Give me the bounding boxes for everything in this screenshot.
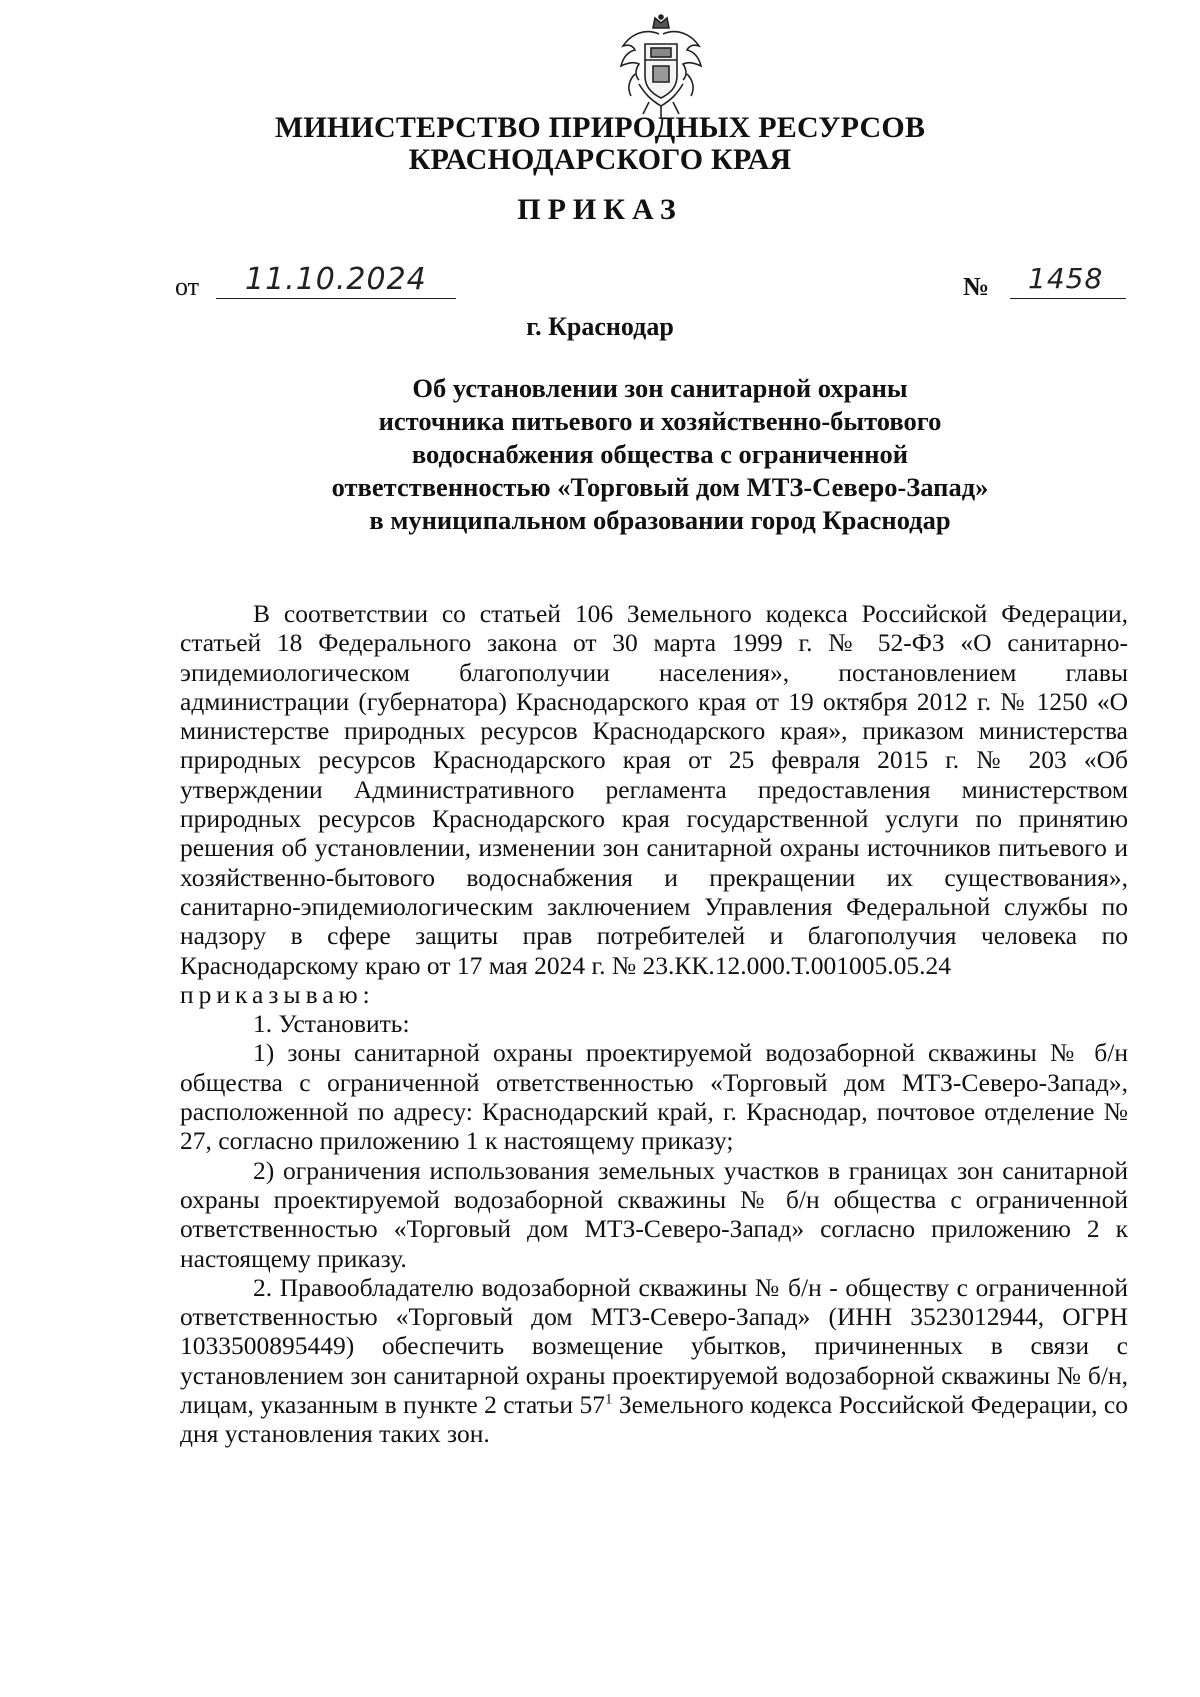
order-subject	[300, 372, 1020, 537]
ministry-name-line1: МИНИСТЕРСТВО ПРИРОДНЫХ РЕСУРСОВ	[274, 111, 926, 144]
item1-subitem2: 2) ограничения использования земельных участков в границах зон санитарной охраны проектируемой водозаборной скважины № б/н общества с ограниченной ответственностью «Торговый дом МТЗ-Северо-Запад» согласно приложению 2 к настоящему приказу.	[180, 1155, 1128, 1273]
date-underline	[216, 298, 456, 299]
order-word-paragraph	[180, 980, 1128, 1009]
subject-line1: Об установлении зон санитарной охраны	[412, 373, 908, 403]
subject-line2: источника питьевого и хозяйственно-бытового	[378, 406, 942, 436]
item1-subitem1: 1) зоны санитарной охраны проектируемой водозаборной скважины № б/н общества с ограниченной ответственностью «Торговый дом МТЗ-Северо-Запад», расположенной по адресу: Краснодарский край, г. Краснодар, почтовое отделение № 27, согласно приложению 1 к настоящему приказу;	[180, 1038, 1128, 1156]
subject-line4: ответственностью «Торговый дом МТЗ-Северо-Запад»	[331, 472, 989, 502]
handwritten-date: 11.10.2024	[245, 262, 427, 297]
item1-heading: 1. Установить:	[253, 1009, 410, 1039]
item2-text-part1: 2. Правообладателю водозаборной скважины № б/н - обществу с ограниченной ответственностью «Торговый дом МТЗ-Северо-Запад» (ИНН 3523012944, ОГРН 1033500895449) обеспечить возмещение убытков, причиненных в связи с установлением зон санитарной охраны проектируемой водозаборной скважины № б/н, лицам, указанным в пункте 2 статьи 57	[180, 1272, 1128, 1420]
subject-line3: водоснабжения общества с ограниченной	[411, 439, 909, 469]
ministry-name-line2: КРАСНОДАРСКОГО КРАЯ	[408, 143, 792, 176]
item2-paragraph	[180, 1273, 1128, 1449]
date-number-line	[0, 262, 1200, 312]
preamble-paragraph	[180, 599, 1128, 980]
city: г. Краснодар	[526, 312, 674, 341]
document-type: ПРИКАЗ	[517, 193, 683, 226]
coat-of-arms-emblem	[615, 14, 707, 120]
order-word: приказываю:	[180, 979, 375, 1009]
handwritten-number: 1458	[1028, 262, 1104, 295]
order-body	[180, 599, 1128, 1449]
number-label: №	[963, 272, 990, 301]
item2-text-part2: Земельного кодекса Российской Федерации, со дня установления таких зон.	[180, 1390, 1128, 1449]
subject-line5: в муниципальном образовании город Краснодар	[369, 505, 951, 535]
ministry-name	[0, 112, 1200, 176]
number-underline	[1010, 298, 1126, 299]
item2-superscript: 1	[604, 1391, 613, 1408]
date-label: от	[175, 272, 200, 301]
preamble-text: В соответствии со статьей 106 Земельного кодекса Российской Федерации, статьей 18 Федерального закона от 30 марта 1999 г. № 52-ФЗ «О санитарно-эпидемиологическом благополучии населения», постановлением главы администрации (губернатора) Краснодарского края от 19 октября 2012 г. № 1250 «О министерстве природных ресурсов Краснодарского края», приказом министерства природных ресурсов Краснодарского края от 25 февраля 2015 г. № 203 «Об утверждении Административного регламента предоставления министерством природных ресурсов Краснодарского края государственной услуги по принятию решения об установлении, изменении зон санитарной охраны источников питьевого и хозяйственно-бытового водоснабжения и прекращении их существования», санитарно-эпидемиологическим заключением Управления Федеральной службы по надзору в сфере защиты прав потребителей и благополучия человека по Краснодарскому краю от 17 мая 2024 г. № 23.КК.12.000.Т.001005.05.24	[180, 599, 1128, 980]
